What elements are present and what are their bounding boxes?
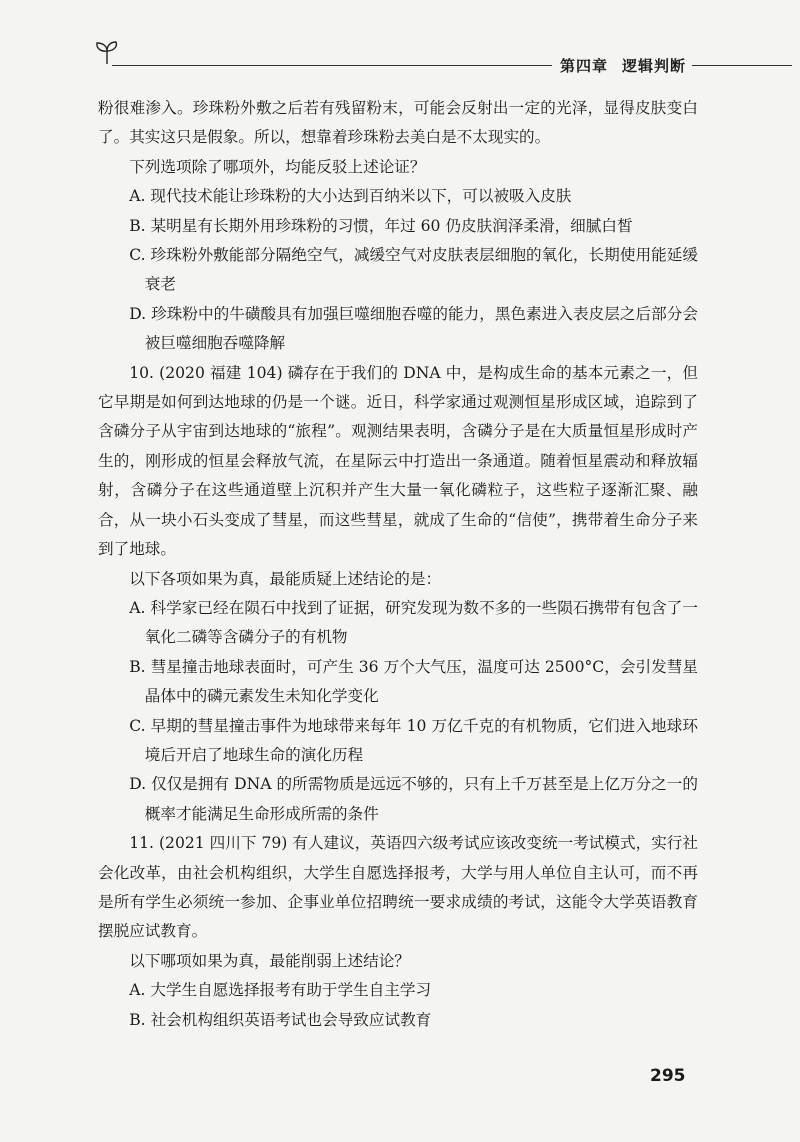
answer-option: B. 某明星有长期外用珍珠粉的习惯，年过 60 仍皮肤润泽柔滑，细腻白皙 xyxy=(129,216,633,235)
header-title xyxy=(560,55,700,76)
body-paragraph: 以下各项如果为真，最能质疑上述结论的是： xyxy=(129,569,442,588)
body-paragraph: 下列选项除了哪项外，均能反驳上述论证？ xyxy=(129,157,426,176)
page-number: 295 xyxy=(650,1066,686,1086)
body-paragraph: 以下哪项如果为真，最能削弱上述结论？ xyxy=(129,951,410,970)
answer-option: D. 仅仅是拥有 DNA 的所需物质是远远不够的，只有上千万甚至是上亿万分之一的概率才能满足生命形成所需的条件 xyxy=(129,775,698,823)
answer-option: B. 彗星撞击地球表面时，可产生 36 万个大气压，温度可达 2500°C，会引发彗星晶体中的磷元素发生未知化学变化 xyxy=(129,657,698,706)
page-body xyxy=(98,94,698,1035)
body-paragraph: 粉很难渗入。珍珠粉外敷之后若有残留粉末，可能会反射出一定的光泽，显得皮肤变白了。其实这只是假象。所以，想靠着珍珠粉去美白是不太现实的。 xyxy=(98,99,698,147)
answer-option: A. 科学家已经在陨石中找到了证据，研究发现为数不多的一些陨石携带有包含了一氧化二磷等含磷分子的有机物 xyxy=(129,598,698,647)
body-paragraph: 11. (2021 四川下 79) 有人建议，英语四六级考试应该改变统一考试模式，实行社会化改革，由社会机构组织，大学生自愿选择报考，大学与用人单位自主认可，而不再是所有学生必须统一参加、企事业单位招聘统一要求成绩的考试，这能令大学英语教育摆脱应试教育。 xyxy=(98,834,698,941)
answer-option: C. 早期的彗星撞击事件为地球带来每年 10 万亿千克的有机物质，它们进入地球环境后开启了地球生命的演化历程 xyxy=(129,716,698,764)
header-rule-right xyxy=(692,65,792,66)
answer-option: B. 社会机构组织英语考试也会导致应试教育 xyxy=(129,1010,432,1029)
section-label: 逻辑判断 xyxy=(622,57,687,75)
running-header xyxy=(0,30,800,80)
body-paragraph: 10. (2020 福建 104) 磷存在于我们的 DNA 中，是构成生命的基本元素之一，但它早期是如何到达地球的仍是一个谜。近日，科学家通过观测恒星形成区域，追踪到了含磷分子从宇宙到达地球的“旅程”。观测结果表明，含磷分子是在大质量恒星形成时产生的，刚形成的恒星会释放气流，在星际云中打造出一条通道。随着恒星震动和释放辐射，含磷分子在这些通道壁上沉积并产生大量一氧化磷粒子，这些粒子逐渐汇聚、融合，从一块小石头变成了彗星，而这些彗星，就成了生命的“信使”，携带着生命分子来到了地球。 xyxy=(98,363,698,559)
answer-option: C. 珍珠粉外敷能部分隔绝空气，减缓空气对皮肤表层细胞的氧化，长期使用能延缓衰老 xyxy=(129,246,698,294)
answer-option: D. 珍珠粉中的牛磺酸具有加强巨噬细胞吞噬的能力，黑色素进入表皮层之后部分会被巨噬细胞吞噬降解 xyxy=(129,304,698,353)
answer-option: A. 大学生自愿选择报考有助于学生自主学习 xyxy=(129,981,432,1000)
chapter-label: 第四章 xyxy=(560,57,609,75)
sprout-icon xyxy=(92,38,122,68)
header-rule-left xyxy=(112,65,552,66)
answer-option: A. 现代技术能让珍珠粉的大小达到百纳米以下，可以被吸入皮肤 xyxy=(129,187,572,206)
